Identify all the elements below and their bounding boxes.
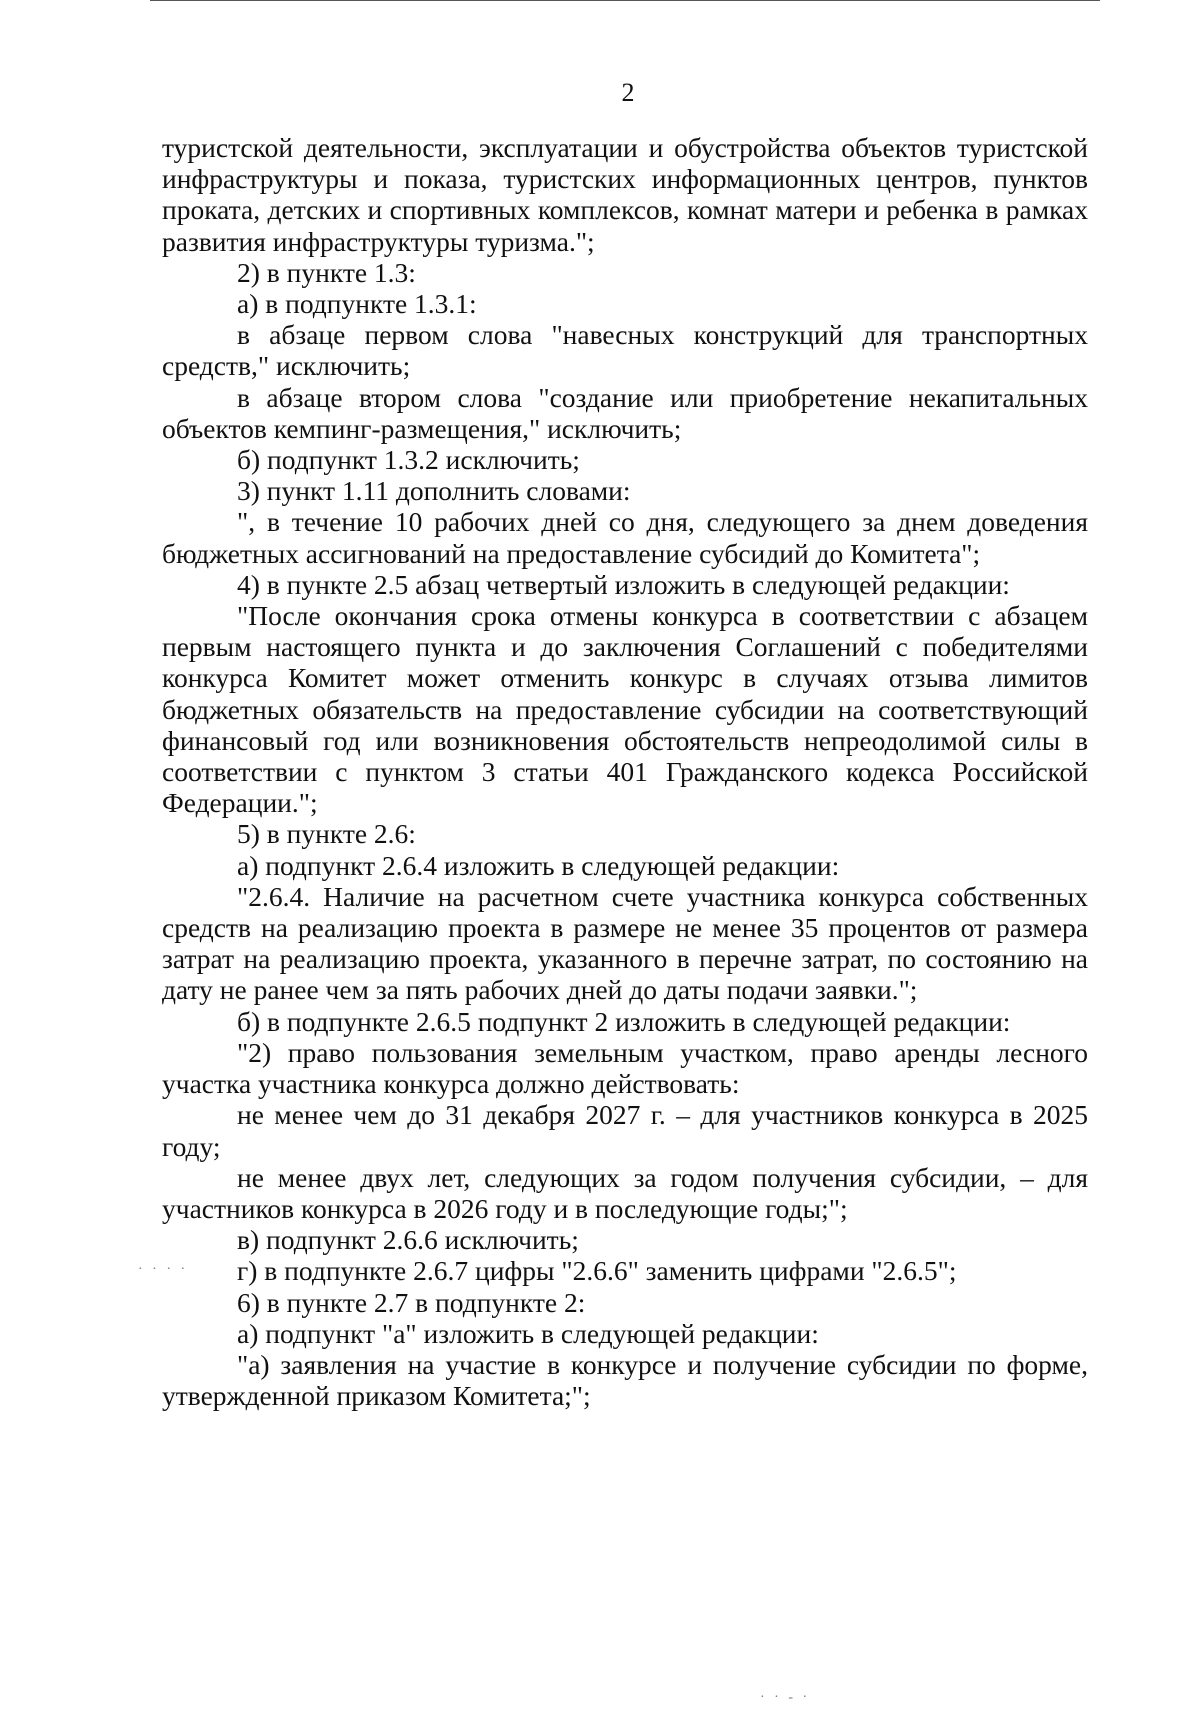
paragraph: в абзаце втором слова "создание или приобретение некапитальных объектов кемпинг-размещения," исключить; <box>162 381 1088 444</box>
scan-artifact: · · - · <box>760 1690 811 1705</box>
paragraph: 2) в пункте 1.3: <box>237 256 416 288</box>
paragraph: 4) в пункте 2.5 абзац четвертый изложить в следующей редакции: <box>237 568 1010 600</box>
paragraph: не менее чем до 31 декабря 2027 г. – для участников конкурса в 2025 году; <box>162 1099 1088 1162</box>
page-number: 2 <box>621 78 635 107</box>
paragraph: "После окончания срока отмены конкурса в соответствии с абзацем первым настоящего пункта и до заключения Соглашений с победителями конкурса Комитет может отменить конкурс в случаях отзыва лимитов бюджетных обязательств на предоставление субсидии на соответствующий финансовый год или возникновения обстоятельств непреодолимой силы в соответствии с пунктом 3 статьи 401 Гражданского кодекса Российской Федерации."; <box>162 600 1088 819</box>
paragraph: "2) право пользования земельным участком, право аренды лесного участка участника конкурса должно действовать: <box>162 1036 1088 1100</box>
paragraph: "2.6.4. Наличие на расчетном счете участника конкурса собственных средств на реализацию проекта в размере не менее 35 процентов от размера затрат на реализацию проекта, указанного в перечне затрат, по состоянию на дату не ранее чем за пять рабочих дней до даты подачи заявки."; <box>162 880 1088 1006</box>
paragraph: 5) в пункте 2.6: <box>237 818 416 850</box>
paragraph: в) подпункт 2.6.6 исключить; <box>237 1224 579 1256</box>
paragraph: б) в подпункте 2.6.5 подпункт 2 изложить в следующей редакции: <box>237 1005 1011 1037</box>
paragraph: б) подпункт 1.3.2 исключить; <box>237 444 580 476</box>
paragraph: 3) пункт 1.11 дополнить словами: <box>237 475 631 507</box>
paragraph: г) в подпункте 2.6.7 цифры "2.6.6" заменить цифрами "2.6.5"; <box>237 1255 957 1287</box>
paragraph: туристской деятельности, эксплуатации и обустройства объектов туристской инфраструктуры и показа, туристских информационных центров, пунктов проката, детских и спортивных комплексов, комнат матери и ребенка в рамках развития инфраструктуры туризма."; <box>162 132 1088 257</box>
paragraph: "а) заявления на участие в конкурсе и получение субсидии по форме, утвержденной приказом Комитета;"; <box>162 1348 1088 1412</box>
scan-artifact: · · · · <box>138 1262 189 1277</box>
scan-top-edge <box>150 0 1100 1</box>
paragraph: не менее двух лет, следующих за годом получения субсидии, – для участников конкурса в 2026 году и в последующие годы;"; <box>162 1161 1088 1224</box>
paragraph: а) подпункт 2.6.4 изложить в следующей редакции: <box>237 849 840 881</box>
paragraph: а) подпункт "а" изложить в следующей редакции: <box>237 1317 819 1349</box>
paragraph: а) в подпункте 1.3.1: <box>237 288 477 320</box>
paragraph: ", в течение 10 рабочих дней со дня, следующего за днем доведения бюджетных ассигнований на предоставление субсидий до Комитета"; <box>162 506 1088 569</box>
document-body <box>162 132 1088 1411</box>
paragraph: в абзаце первом слова "навесных конструкций для транспортных средств," исключить; <box>162 319 1088 382</box>
paragraph: 6) в пункте 2.7 в подпункте 2: <box>237 1286 586 1318</box>
